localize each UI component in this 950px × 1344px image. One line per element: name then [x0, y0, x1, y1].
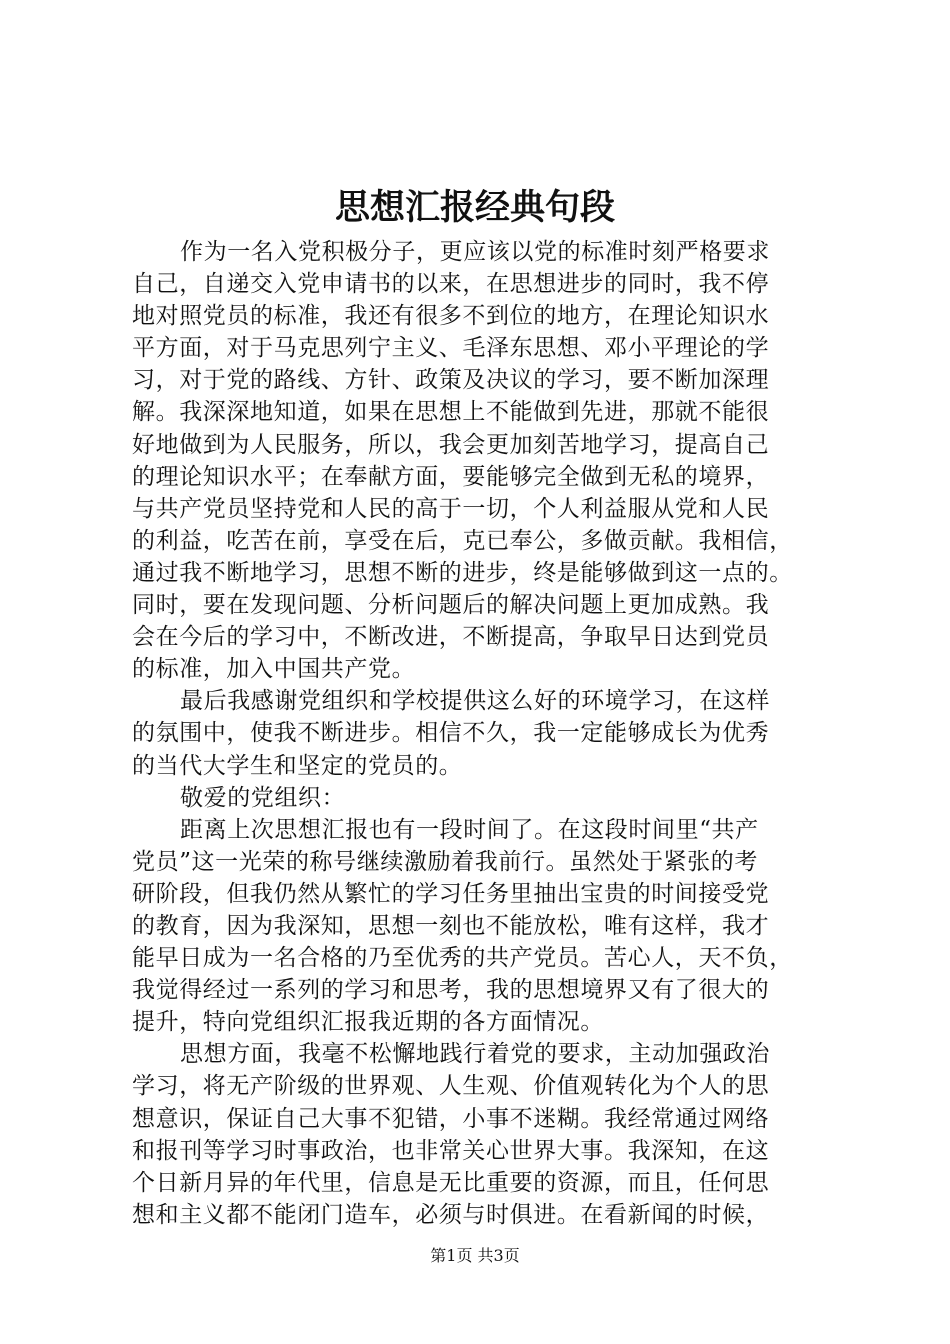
text-line: 会在今后的学习中，不断改进，不断提高，争取早日达到党员: [132, 624, 770, 651]
text-line: 的理论知识水平；在奉献方面，要能够完全做到无私的境界，: [132, 463, 770, 490]
text-line: 同时，要在发现问题、分析问题后的解决问题上更加成熟。我: [132, 592, 770, 619]
text-line: 好地做到为人民服务，所以，我会更加刻苦地学习，提高自己: [132, 431, 770, 458]
text-line: 的氛围中，使我不断进步。相信不久，我一定能够成长为优秀: [132, 720, 770, 747]
text-line: 解。我深深地知道，如果在思想上不能做到先进，那就不能很: [132, 399, 770, 426]
text-line: 通过我不断地学习，思想不断的进步，终是能够做到这一点的。: [132, 559, 793, 586]
text-line: 想意识，保证自己大事不犯错，小事不迷糊。我经常通过网络: [132, 1105, 770, 1132]
document-body: [132, 236, 832, 1231]
text-line: 自己，自递交入党申请书的以来，在思想进步的同时，我不停: [132, 271, 770, 298]
text-line: 党员”这一光荣的称号继续激励着我前行。虽然处于紧张的考: [132, 848, 758, 875]
text-line: 习，对于党的路线、方针、政策及决议的学习，要不断加深理: [132, 367, 770, 394]
text-line: 我觉得经过一系列的学习和思考，我的思想境界又有了很大的: [132, 977, 770, 1004]
text-line: 作为一名入党积极分子，更应该以党的标准时刻严格要求: [180, 239, 770, 265]
text-line: 最后我感谢党组织和学校提供这么好的环境学习，在这样: [180, 688, 770, 715]
text-line: 地对照党员的标准，我还有很多不到位的地方，在理论知识水: [132, 303, 770, 330]
text-line: 研阶段，但我仍然从繁忙的学习任务里抽出宝贵的时间接受党: [132, 880, 770, 907]
text-line: 的利益，吃苦在前，享受在后，克已奉公，多做贡献。我相信，: [132, 527, 793, 554]
text-line: 想和主义都不能闭门造车，必须与时俱进。在看新闻的时候，: [132, 1201, 770, 1228]
text-line: 提升，特向党组织汇报我近期的各方面情况。: [132, 1009, 604, 1036]
text-line: 能早日成为一名合格的乃至优秀的共产党员。苦心人，天不负，: [132, 945, 793, 972]
text-line: 距离上次思想汇报也有一段时间了。在这段时间里“共产: [180, 816, 759, 843]
page-footer: 第1页 共3页: [430, 1246, 520, 1265]
text-line: 个日新月异的年代里，信息是无比重要的资源，而且，任何思: [132, 1169, 770, 1196]
text-line: 的教育，因为我深知，思想一刻也不能放松，唯有这样，我才: [132, 912, 770, 939]
text-line: 的当代大学生和坚定的党员的。: [132, 752, 463, 779]
text-line: 思想方面，我毫不松懈地践行着党的要求，主动加强政治: [180, 1041, 770, 1068]
text-line: 和报刊等学习时事政治，也非常关心世界大事。我深知，在这: [132, 1137, 770, 1164]
text-line: 平方面，对于马克思列宁主义、毛泽东思想、邓小平理论的学: [132, 335, 770, 362]
text-line: 与共产党员坚持党和人民的高于一切，个人利益服从党和人民: [132, 495, 770, 522]
salutation: 敬爱的党组织：: [180, 784, 346, 811]
document-title: 思想汇报经典句段: [334, 187, 615, 228]
text-line: 学习，将无产阶级的世界观、人生观、价值观转化为个人的思: [132, 1073, 770, 1100]
text-line: 的标准，加入中国共产党。: [132, 656, 416, 683]
